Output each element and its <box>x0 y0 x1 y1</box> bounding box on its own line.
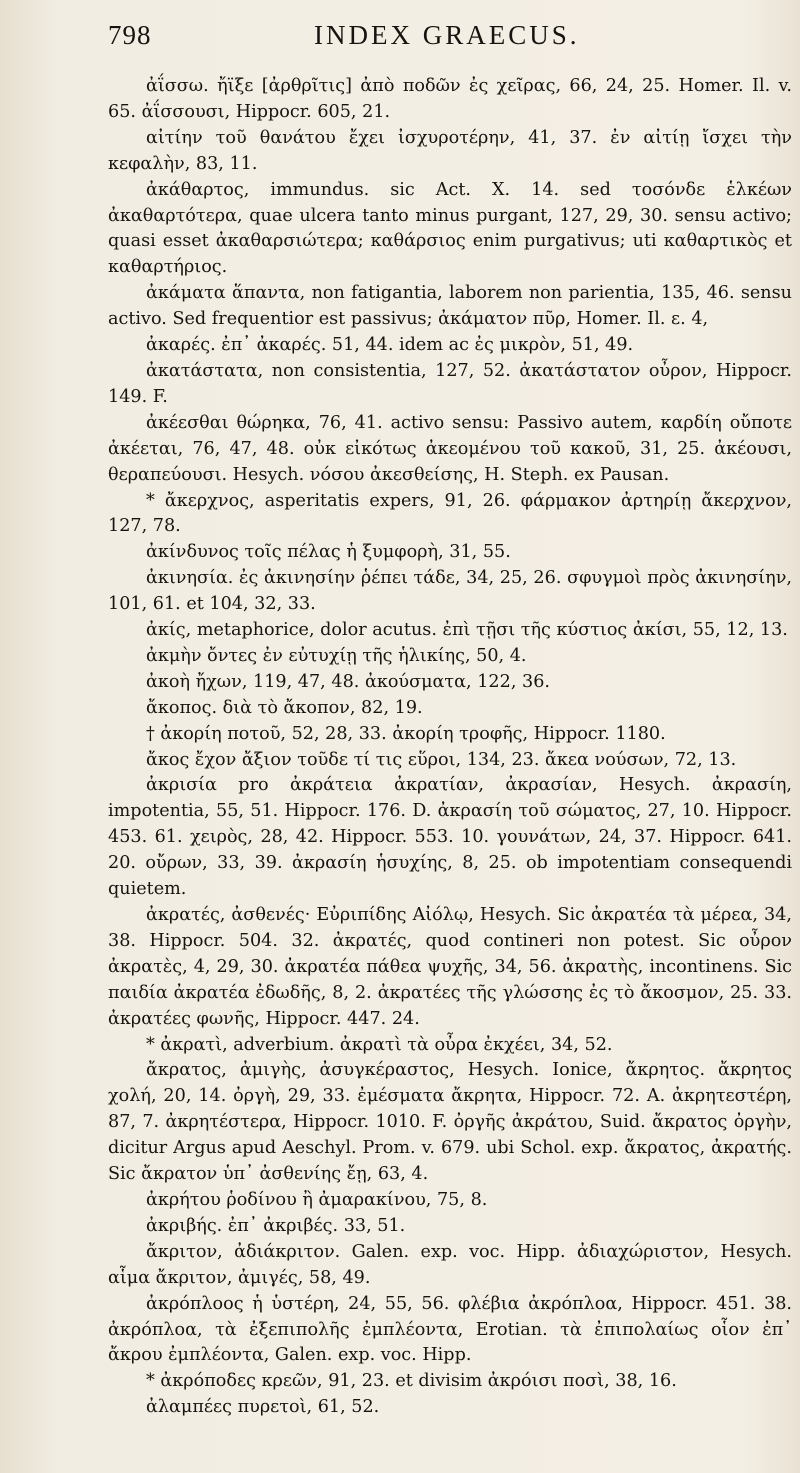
index-entry-akis: ἀκίς, metaphorice, dolor acutus. ἐπὶ τῇσι τῆς κύστιος ἀκίσι, 55, 12, 13. <box>146 620 788 641</box>
index-entry-akoe: ἀκοὴ ἤχων, 119, 47, 48. ἀκούσματα, 122, 36. <box>146 671 550 692</box>
index-entry-akropodes: * ἀκρόποδες κρεῶν, 91, 23. et divisim ἀκρόισι ποσὶ, 38, 16. <box>146 1371 677 1392</box>
index-entry-akamata: ἀκάματα ἅπαντα, non fatigantia, laborem non parientia, 135, 46. sensu activo. Sed frequentior est passivus; ἀκάματον πῦρ, Homer. Il. ε. 4, <box>108 283 792 330</box>
index-entry-aitie: αἰτίην τοῦ θανάτου ἔχει ἰσχυροτέρην, 41, 37. ἐν αἰτίῃ ἴσχει τὴν κεφαλὴν, 83, 11. <box>108 127 792 174</box>
page-header <box>108 20 792 74</box>
index-entry-akroploos: ἀκρόπλοος ἡ ὑστέρη, 24, 55, 56. φλέβια ἀκρόπλοα, Hippocr. 451. 38. ἀκρόπλοα, τὰ ἐξεπιπολῆς ἐμπλέοντα, Erotian. τὰ ἐπιπολαίως οἷον ἐπ᾽ ἄκρου ἐμπλέοντα, Galen. exp. voc. Hipp. <box>108 1293 792 1366</box>
index-entry-akribes: ἀκριβής. ἐπ᾽ ἀκριβές. 33, 51. <box>146 1215 406 1236</box>
index-entry-akopos: ἄκοπος. διὰ τὸ ἄκοπον, 82, 19. <box>146 697 423 718</box>
index-entry-akretou: ἀκρήτου ῥοδίνου ἢ ἀμαρακίνου, 75, 8. <box>146 1189 488 1210</box>
page-number: 798 <box>108 20 152 50</box>
index-entry-akathartos: ἀκάθαρτος, immundus. sic Act. X. 14. sed τοσόνδε ἑλκέων ἀκαθαρτότερα, quae ulcera tanto minus purgant, 127, 29, 30. sensu activo; quasi esset ἀκαθαρσιώτερα; καθάρσιος enim purgativus; uti καθαρτικὸς et καθαρτήριος. <box>108 179 792 278</box>
index-entry-akmen: ἀκμὴν ὄντες ἐν εὐτυχίῃ τῆς ἡλικίης, 50, 4. <box>146 645 527 666</box>
index-entries <box>108 74 792 1421</box>
index-entry-akos: ἄκος ἔχον ἄξιον τοῦδε τί τις εὕροι, 134, 23. ἄκεα νούσων, 72, 13. <box>146 749 737 770</box>
index-entry-akatastata: ἀκατάστατα, non consistentia, 127, 52. ἀκατάστατον οὖρον, Hippocr. 149. F. <box>108 360 792 407</box>
index-entry-akorie: † ἀκορίη ποτοῦ, 52, 28, 33. ἀκορίη τροφῆς, Hippocr. 1180. <box>146 723 666 744</box>
index-entry-akratos: ἄκρατος, ἀμιγὴς, ἀσυγκέραστος, Hesych. Ionice, ἄκρητος. ἄκρητος χολή, 20, 14. ὀργὴ, 29, 33. ἐμέσματα ἄκρητα, Hippocr. 72. A. ἀκρητεστέρη, 87, 7. ἀκρητέστερα, Hippocr. 1010. F. ὀργῆς ἀκράτου, Suid. ἄκρατος ὀργὴν, dicitur Argus apud Aeschyl. Prom. v. 679. ubi Schol. exp. ἄκρατος, ἀκρατής. Sic ἄκρατον ὑπ᾽ ἀσθενίης ἔῃ, 63, 4. <box>108 1060 792 1185</box>
index-entry-alampees: ἀλαμπέες πυρετοὶ, 61, 52. <box>146 1397 380 1418</box>
index-entry-akerchnos: * ἄκερχνος, asperitatis expers, 91, 26. φάρμακον ἀρτηρίῃ ἄκερχνον, 127, 78. <box>108 490 792 537</box>
index-entry-aisso: ἀΐσσω. ἤϊξε [ἀρθρῖτις] ἀπὸ ποδῶν ἐς χεῖρας, 66, 24, 25. Homer. Il. v. 65. ἀΐσσουσι, Hippocr. 605, 21. <box>108 76 792 122</box>
index-entry-akares: ἀκαρές. ἐπ᾽ ἀκαρές. 51, 44. idem ac ἐς μικρὸν, 51, 49. <box>146 335 634 356</box>
running-head: INDEX GRAECUS. <box>314 20 580 50</box>
index-entry-akrisia: ἀκρισία pro ἀκράτεια ἀκρατίαν, ἀκρασίαν, Hesych. ἀκρασίη, impotentia, 55, 51. Hippocr. 176. D. ἀκρασίη τοῦ σώματος, 27, 10. Hippocr. 453. 61. χειρὸς, 28, 42. Hippocr. 553. 10. γουνάτων, 24, 37. Hippocr. 641. 20. οὔρων, 33, 39. ἀκρασίη ἡσυχίης, 8, 25. ob impotentiam consequendi quietem. <box>108 775 792 900</box>
index-entry-akeesthai: ἀκέεσθαι θώρηκα, 76, 41. activo sensu: Passivo autem, καρδίη οὔποτε ἀκέεται, 76, 47, 48. οὐκ εἰκότως ἀκεομένου τοῦ κακοῦ, 31, 25. ἀκέουσι, θεραπεύουσι. Hesych. νόσου ἀκεσθείσης, H. Steph. ex Pausan. <box>108 412 792 485</box>
index-entry-akrates: ἀκρατές, ἀσθενές· Εὐριπίδης Αἰόλῳ, Hesych. Sic ἀκρατέα τὰ μέρεα, 34, 38. Hippocr. 504. 32. ἀκρατές, quod contineri non potest. Sic οὖρον ἀκρατὲς, 4, 29, 30. ἀκρατέα πάθεα ψυχῆς, 34, 56. ἀκρατὴς, incontinens. Sic παιδία ἀκρατέα ἐδωδῆς, 8, 2. ἀκρατέες τῆς γλώσσης ἐς τὸ ἄκοσμον, 25. 33. ἀκρατέες φωνῆς, Hippocr. 447. 24. <box>108 905 792 1029</box>
index-entry-akriton: ἄκριτον, ἀδιάκριτον. Galen. exp. voc. Hipp. ἀδιαχώριστον, Hesych. αἷμα ἄκριτον, ἀμιγές, 58, 49. <box>108 1241 792 1288</box>
index-entry-akinesia: ἀκινησία. ἐς ἀκινησίην ῥέπει τάδε, 34, 25, 26. σφυγμοὶ πρὸς ἀκινησίην, 101, 61. et 104, 32, 33. <box>108 568 792 615</box>
index-entry-akrati: * ἀκρατὶ, adverbium. ἀκρατὶ τὰ οὖρα ἐκχέει, 34, 52. <box>146 1034 613 1055</box>
index-entry-akindynos: ἀκίνδυνος τοῖς πέλας ἡ ξυμφορὴ, 31, 55. <box>146 542 511 563</box>
